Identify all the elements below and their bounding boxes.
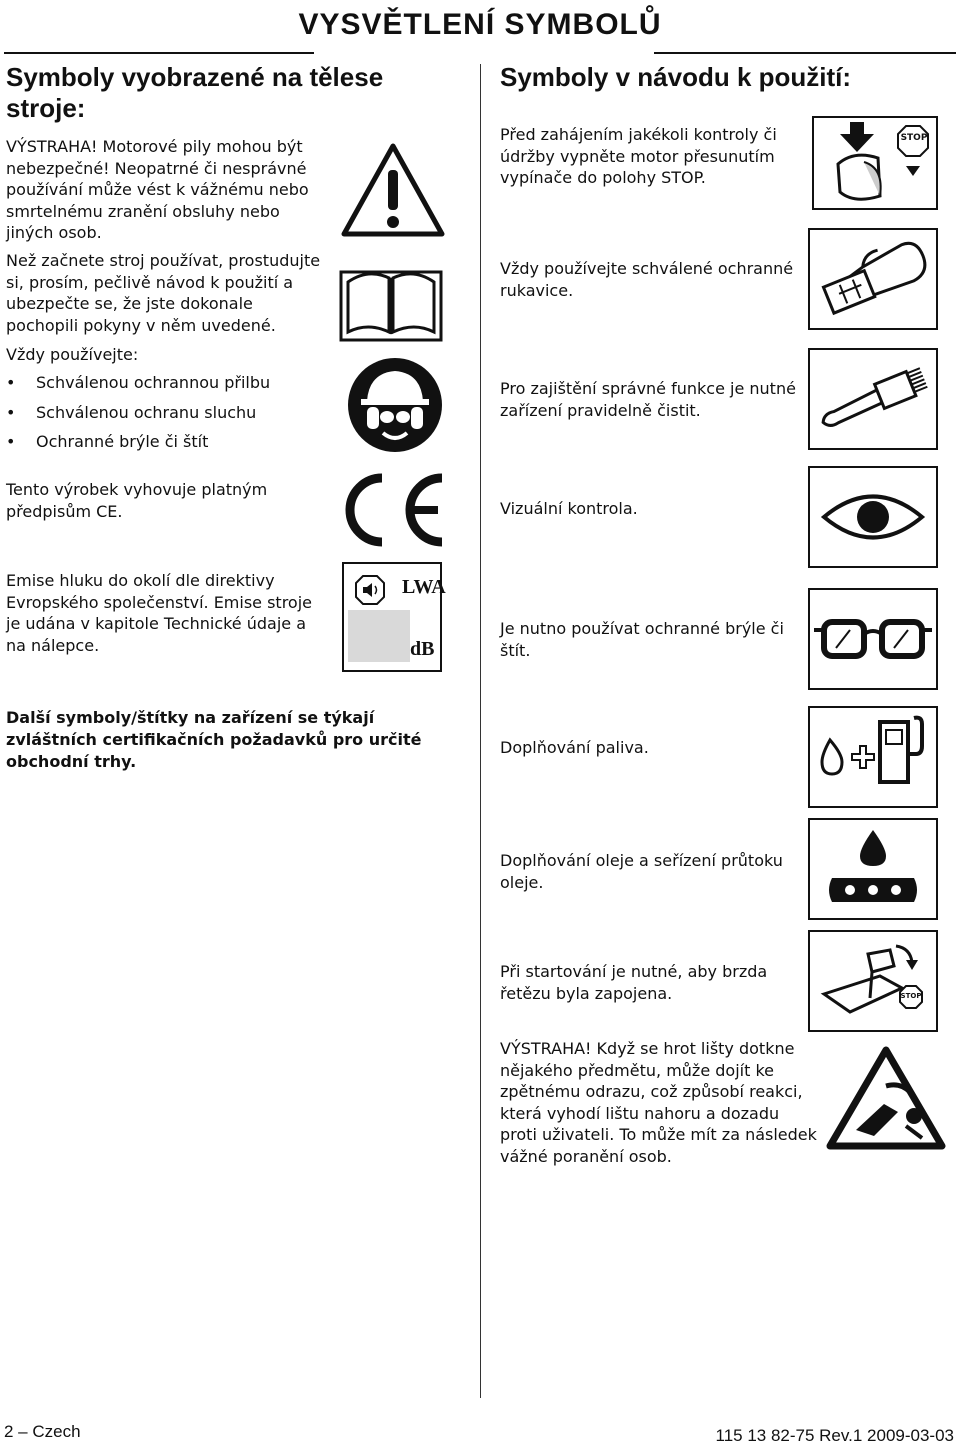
stop-switch-box [812,116,938,210]
gloves-icon [808,228,938,330]
item-gloves-text: Vždy používejte schválené ochranné rukavice. [500,259,794,300]
stop-sign-label: STOP [900,133,928,143]
item-oil-text: Doplňování oleje a seřízení průtoku oleje. [500,851,783,892]
warning-triangle-icon [338,140,448,240]
db-label: dB [410,638,435,660]
list-item: • Ochranné brýle či štít [6,431,316,461]
safety-glasses-icon [808,588,938,690]
always-use-label: Vždy používejte: [6,345,139,364]
ce-text: Tento výrobek vyhovuje platným předpisům CE. [6,480,268,521]
footer-page-number: 2 – Czech [4,1422,81,1441]
item-clean-text: Pro zajištění správné funkce je nutné zařízení pravidelně čistit. [500,379,796,420]
item-stop-text: Před zahájením jakékoli kontroly či údržby vypněte motor přesunutím vypínače do polohy STOP. [500,125,777,187]
footer-doc-id: 115 13 82-75 Rev.1 2009-03-03 [715,1426,954,1445]
right-heading: Symboly v návodu k použití: [500,62,852,92]
eye-icon [808,466,938,568]
chain-brake-icon [808,930,938,1032]
list-item: • Schválenou ochranu sluchu [6,402,316,432]
kickback-warning-icon [826,1046,946,1150]
value-field [348,610,410,662]
list-item: • Schválenou ochrannou přilbu [6,372,316,402]
lwa-label: LWA [402,576,446,598]
other-symbols-note: Další symboly/štítky na zařízení se týkají zvláštních certifikačních požadavků pro určité obchodní trhy. [6,708,422,771]
item-brake-text: Při startování je nutné, aby brzda řetězu byla zapojena. [500,962,768,1003]
stop-sign-label: STOP [900,992,922,1000]
item-kickback-text: VÝSTRAHA! Když se hrot lišty dotkne nějakého předmětu, může dojít ke zpětnému odrazu, což způsobí reakci, která vyhodí lištu nahoru a dozadu proti uživateli. To může mít za následek vážné poranění osob. [500,1039,817,1166]
item-glasses-text: Je nutno používat ochranné brýle či štít. [500,619,784,660]
header-rule-right [654,52,956,54]
column-divider [480,64,481,1398]
header-rule-left [4,52,314,54]
item-visual-text: Vizuální kontrola. [500,499,638,518]
noise-label-icon [342,562,446,672]
book-icon [338,262,444,344]
read-manual-paragraph: Než začnete stroj používat, prostudujte si, prosím, pečlivě návod k použití a ubezpečte se, že jste dokonale pochopili pokyny v něm uvedené. [6,251,321,335]
item-fuel-text: Doplňování paliva. [500,738,649,757]
fuel-pump-icon [808,706,938,808]
chain-oil-icon [808,818,938,920]
protection-list [6,372,316,461]
protective-gear-icon [345,355,445,455]
warning-paragraph: VÝSTRAHA! Motorové pily mohou být nebezpečné! Neopatrné či nesprávné používání může vést k vážnému nebo smrtelnému zranění obsluhy nebo jiných osob. [6,137,309,242]
page-title: VYSVĚTLENÍ SYMBOLŮ [298,8,662,41]
noise-text: Emise hluku do okolí dle direktivy Evropského společenství. Emise stroje je udána v kapitole Technické údaje a na nálepce. [6,571,313,655]
left-heading: Symboly vyobrazené na tělese stroje: [6,62,384,123]
ce-mark-icon [330,470,450,550]
brush-icon [808,348,938,450]
